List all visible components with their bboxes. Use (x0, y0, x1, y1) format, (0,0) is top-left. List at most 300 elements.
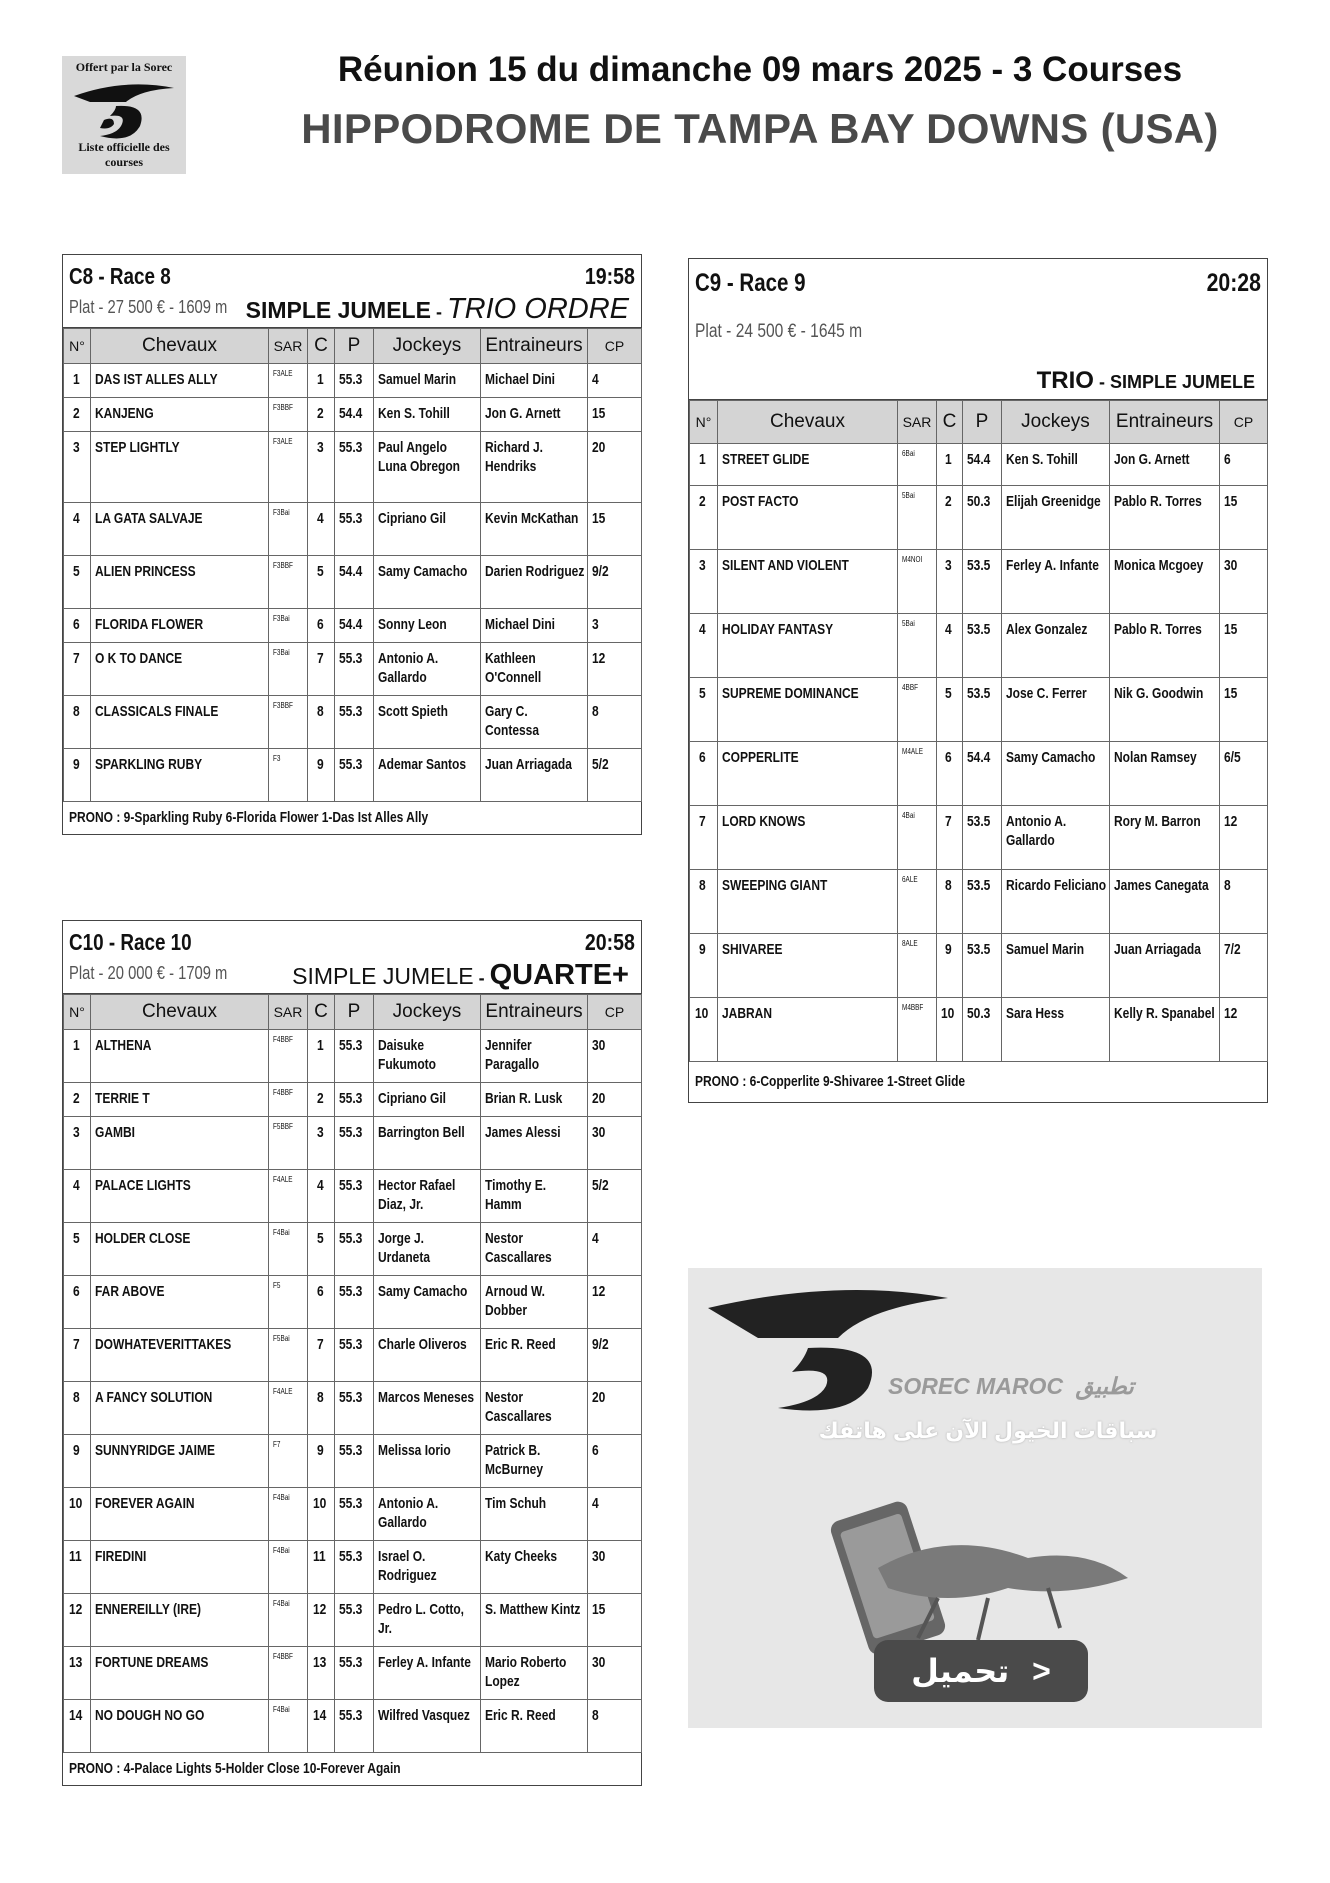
runner-number (64, 1117, 91, 1170)
runner-number-text: 6 (699, 749, 707, 766)
runner-horse (91, 1117, 269, 1170)
runner-jockey (374, 1223, 481, 1276)
bet-type-b: TRIO ORDRE (446, 293, 629, 325)
runner-jockey-text: Cipriano Gil (378, 510, 447, 527)
runner-cp (588, 503, 642, 556)
race-code: C9 - Race 9 (695, 269, 806, 297)
runner-number (64, 1223, 91, 1276)
runner-row (64, 1541, 642, 1594)
runner-trainer (1110, 444, 1220, 486)
runner-number-text: 7 (72, 650, 80, 667)
runner-horse (91, 1276, 269, 1329)
runner-row (690, 486, 1268, 550)
sorec-app-ad[interactable] (688, 1268, 1262, 1728)
runner-horse-text: HOLIDAY FANTASY (722, 621, 834, 638)
runner-row (64, 1030, 642, 1083)
bet-type-a: SIMPLE JUMELE (292, 963, 474, 989)
runner-c (308, 1276, 335, 1329)
meeting-title: Réunion 15 du dimanche 09 mars 2025 - 3 Courses (337, 50, 1183, 89)
runner-trainer (1110, 934, 1220, 998)
runner-jockey-text: Ferley A. Infante (378, 1654, 471, 1671)
runner-cp (588, 1117, 642, 1170)
runner-number (64, 643, 91, 696)
runner-jockey-text: Antonio A. Gallardo (378, 1495, 439, 1531)
runner-cp-text: 12 (592, 1283, 606, 1300)
runner-cp-text: 15 (1224, 621, 1238, 638)
runner-sar (269, 503, 308, 556)
runner-horse (91, 609, 269, 643)
runner-c-text: 4 (316, 1177, 324, 1194)
prono (63, 802, 641, 834)
runner-row (64, 1276, 642, 1329)
runner-trainer-text: Nik G. Goodwin (1114, 685, 1204, 702)
runner-trainer-text: Juan Arriagada (485, 756, 572, 773)
runner-horse (91, 1647, 269, 1700)
runner-c (308, 1223, 335, 1276)
runner-c (308, 503, 335, 556)
runner-row (64, 398, 642, 432)
runner-weight-text: 53.5 (967, 813, 991, 830)
runner-trainer-text: Michael Dini (485, 371, 556, 388)
runner-horse-text: ALTHENA (95, 1037, 152, 1054)
race-card-c9 (688, 258, 1268, 1103)
race-header (63, 255, 641, 328)
runner-row (690, 934, 1268, 998)
runner-c-text: 9 (316, 756, 324, 773)
table-header-row (690, 401, 1268, 444)
col-sar: SAR (269, 329, 308, 364)
prono (689, 1062, 1267, 1102)
runner-sar-text: M4ALE (902, 747, 923, 756)
runner-number-text: 3 (72, 439, 80, 456)
runner-weight-text: 50.3 (967, 493, 991, 510)
runner-c-text: 13 (312, 1654, 327, 1671)
runner-trainer-text: Darien Rodriguez (485, 563, 585, 580)
runner-sar-text: F3ALE (273, 369, 293, 378)
runner-weight-text: 55.3 (339, 1037, 363, 1054)
runner-c-text: 2 (316, 405, 324, 422)
runner-horse (91, 1594, 269, 1647)
runner-horse-text: ALIEN PRINCESS (95, 563, 196, 580)
col-jockey: Jockeys (374, 329, 481, 364)
runner-weight-text: 55.3 (339, 1177, 363, 1194)
runner-c-text: 4 (316, 510, 324, 527)
runner-trainer-text: Timothy E. Hamm (485, 1177, 547, 1213)
runner-cp (1220, 614, 1268, 678)
runner-cp-text: 30 (592, 1654, 606, 1671)
runner-sar (269, 1435, 308, 1488)
runner-c (308, 1435, 335, 1488)
runner-number (64, 1700, 91, 1753)
runner-trainer (1110, 486, 1220, 550)
runner-weight-text: 50.3 (967, 1005, 991, 1022)
runner-row (64, 1329, 642, 1382)
runner-trainer (481, 1488, 588, 1541)
runner-jockey-text: Paul Angelo Luna Obregon (378, 439, 460, 475)
runner-jockey-text: Pedro L. Cotto, Jr. (378, 1601, 464, 1637)
col-trainer: Entraineurs (481, 995, 588, 1030)
runner-row (64, 1594, 642, 1647)
runner-horse (91, 1030, 269, 1083)
runner-horse (91, 1541, 269, 1594)
runner-trainer (481, 1382, 588, 1435)
prono-text: PRONO : 9-Sparkling Ruby 6-Florida Flower 1-Das Ist Alles Ally (69, 809, 429, 826)
runner-number (64, 432, 91, 503)
runner-weight (963, 870, 1002, 934)
runner-number (64, 1488, 91, 1541)
col-trainer: Entraineurs (1110, 401, 1220, 444)
runner-weight (335, 1435, 374, 1488)
runner-horse (91, 503, 269, 556)
runner-weight (963, 678, 1002, 742)
runner-jockey-text: Jose C. Ferrer (1006, 685, 1087, 702)
runner-horse-text: JABRAN (722, 1005, 773, 1022)
runner-number-text: 1 (699, 451, 707, 468)
runner-c-text: 9 (945, 941, 953, 958)
runner-horse (718, 486, 898, 550)
runner-jockey (374, 1541, 481, 1594)
race-code: C10 - Race 10 (69, 929, 192, 955)
runner-number-text: 4 (72, 510, 80, 527)
runner-cp (588, 1276, 642, 1329)
logo-top-text: Offert par la Sorec (75, 60, 173, 74)
race-time: 20:28 (1206, 269, 1261, 297)
runner-trainer-text: Richard J. Hendriks (485, 439, 544, 475)
runner-row (64, 432, 642, 503)
runner-row (64, 1382, 642, 1435)
runner-cp-text: 30 (592, 1037, 606, 1054)
runner-number-text: 7 (72, 1336, 80, 1353)
col-horse: Chevaux (718, 401, 898, 444)
runner-sar (898, 806, 937, 870)
runner-horse (91, 1382, 269, 1435)
col-sar: SAR (898, 401, 937, 444)
bet-types (1037, 367, 1255, 395)
runner-weight-text: 55.3 (339, 1124, 363, 1141)
runner-c (308, 609, 335, 643)
runner-cp (588, 1488, 642, 1541)
runner-number-text: 13 (68, 1654, 83, 1671)
runner-weight-text: 55.3 (339, 1601, 363, 1618)
runner-sar (269, 432, 308, 503)
runner-number-text: 6 (72, 1283, 80, 1300)
runner-cp-text: 30 (592, 1124, 606, 1141)
runner-cp-text: 6 (592, 1442, 599, 1459)
runner-c (937, 934, 963, 998)
runner-c (937, 550, 963, 614)
ad-brand-text: SOREC MAROC (888, 1373, 1064, 1399)
runner-horse-text: CLASSICALS FINALE (95, 703, 219, 720)
runner-number (64, 1170, 91, 1223)
prono-text: PRONO : 6-Copperlite 9-Shivaree 1-Street Glide (695, 1073, 966, 1090)
runner-trainer (481, 1541, 588, 1594)
runner-number-text: 3 (72, 1124, 80, 1141)
runner-cp (588, 556, 642, 609)
runner-horse-text: FAR ABOVE (95, 1283, 165, 1300)
runner-number-text: 10 (68, 1495, 83, 1512)
runner-trainer-text: Jon G. Arnett (485, 405, 561, 422)
runner-sar-text: 5Bai (902, 491, 915, 500)
runner-trainer (1110, 806, 1220, 870)
runner-sar (269, 1541, 308, 1594)
runner-c-text: 7 (945, 813, 953, 830)
race-code: C8 - Race 8 (69, 263, 171, 289)
runner-sar (269, 643, 308, 696)
runner-sar (269, 1647, 308, 1700)
runner-sar-text: 8ALE (902, 939, 918, 948)
runner-c (937, 998, 963, 1062)
runner-c-text: 8 (316, 1389, 324, 1406)
runner-sar (269, 609, 308, 643)
runner-jockey (374, 1594, 481, 1647)
runner-jockey-text: Samy Camacho (378, 563, 468, 580)
runner-jockey-text: Sonny Leon (378, 616, 447, 633)
runner-jockey (374, 609, 481, 643)
runner-jockey-text: Scott Spieth (378, 703, 449, 720)
runner-cp (1220, 998, 1268, 1062)
runner-weight-text: 55.3 (339, 1548, 363, 1565)
runner-sar (269, 1382, 308, 1435)
runner-c (308, 556, 335, 609)
runner-c-text: 3 (316, 439, 324, 456)
runner-sar-text: F4BBF (273, 1035, 293, 1044)
runner-sar-text: 4Bai (902, 811, 915, 820)
runner-cp-text: 8 (592, 1707, 599, 1724)
runner-sar (269, 749, 308, 802)
runner-horse (91, 1435, 269, 1488)
runner-c (308, 432, 335, 503)
runner-row (690, 550, 1268, 614)
runner-weight (335, 1541, 374, 1594)
runner-c (308, 1594, 335, 1647)
runner-trainer-text: Nestor Cascallares (485, 1389, 552, 1425)
runner-weight-text: 53.5 (967, 557, 991, 574)
runner-jockey-text: Alex Gonzalez (1006, 621, 1088, 638)
runner-weight (335, 1329, 374, 1382)
runner-c (308, 1488, 335, 1541)
runner-cp (1220, 934, 1268, 998)
runner-horse (718, 550, 898, 614)
ad-app-word: تطبيق (1075, 1373, 1134, 1399)
runner-weight-text: 54.4 (967, 451, 991, 468)
runner-number (64, 503, 91, 556)
runner-cp (588, 1170, 642, 1223)
runner-c-text: 5 (945, 685, 953, 702)
runner-number (690, 998, 718, 1062)
runner-jockey-text: Israel O. Rodriguez (378, 1548, 437, 1584)
runner-weight (335, 1647, 374, 1700)
runner-jockey (1002, 614, 1110, 678)
runner-weight-text: 55.3 (339, 1283, 363, 1300)
runner-horse-text: SHIVAREE (722, 941, 783, 958)
runner-weight (335, 1594, 374, 1647)
runner-number (64, 1276, 91, 1329)
runner-trainer (481, 1594, 588, 1647)
runner-cp (588, 1030, 642, 1083)
runner-trainer (481, 1276, 588, 1329)
runner-number-text: 10 (695, 1005, 709, 1022)
runner-horse (718, 742, 898, 806)
runner-horse-text: ENNEREILLY (IRE) (95, 1601, 202, 1618)
runner-number-text: 2 (72, 1090, 80, 1107)
runner-horse (718, 614, 898, 678)
ad-subtitle: سباقات الخيول الآن على هاتفك (818, 1418, 1158, 1443)
runner-c-text: 12 (312, 1601, 327, 1618)
runner-jockey-text: Daisuke Fukumoto (378, 1037, 436, 1073)
col-c: C (308, 995, 335, 1030)
runner-number-text: 9 (699, 941, 707, 958)
sorec-logo (62, 56, 186, 174)
runner-sar-text: F3BBF (273, 701, 293, 710)
runner-sar (269, 1329, 308, 1382)
runner-weight (335, 1170, 374, 1223)
runner-number-text: 11 (69, 1548, 82, 1565)
runner-horse-text: TERRIE T (95, 1090, 150, 1107)
runners-table (63, 328, 642, 802)
runner-horse (91, 696, 269, 749)
runner-sar-text: F5Bai (273, 1334, 290, 1343)
runner-jockey-text: Antonio A. Gallardo (378, 650, 439, 686)
runner-jockey-text: Samuel Marin (1006, 941, 1085, 958)
runner-sar (898, 678, 937, 742)
runner-trainer (481, 1700, 588, 1753)
runner-c-text: 6 (945, 749, 953, 766)
bet-type-b: SIMPLE JUMELE (1109, 372, 1255, 392)
runner-weight-text: 54.4 (339, 563, 363, 580)
runner-weight-text: 55.3 (339, 1336, 363, 1353)
runner-weight (963, 550, 1002, 614)
runner-weight-text: 53.5 (967, 685, 991, 702)
runner-sar (269, 1488, 308, 1541)
runner-horse-text: FLORIDA FLOWER (95, 616, 204, 633)
runner-weight-text: 54.4 (339, 405, 363, 422)
runner-weight (335, 398, 374, 432)
runner-row (64, 643, 642, 696)
runner-c-text: 11 (313, 1548, 326, 1565)
runner-cp (1220, 678, 1268, 742)
runner-row (64, 364, 642, 398)
ad-brand (888, 1373, 1134, 1400)
runner-row (64, 503, 642, 556)
runner-row (64, 1170, 642, 1223)
runner-cp (588, 398, 642, 432)
runner-sar-text: F4Bai (273, 1493, 290, 1502)
runner-sar-text: F3Bai (273, 508, 290, 517)
bet-separator: - (1093, 372, 1110, 392)
race-header (689, 259, 1267, 400)
runner-cp (1220, 486, 1268, 550)
col-cp: CP (588, 329, 642, 364)
runner-sar-text: F5 (273, 1281, 281, 1290)
horseshoe-logo-icon (708, 1290, 948, 1338)
runner-sar-text: F4Bai (273, 1228, 290, 1237)
runner-weight (963, 806, 1002, 870)
runner-cp-text: 20 (592, 1090, 606, 1107)
runner-c-text: 1 (316, 371, 324, 388)
runner-c (308, 1329, 335, 1382)
runner-cp-text: 5/2 (592, 756, 609, 773)
runner-jockey (374, 503, 481, 556)
runner-weight-text: 55.3 (339, 1230, 363, 1247)
runner-cp (588, 364, 642, 398)
runner-cp-text: 30 (592, 1548, 606, 1565)
download-button[interactable] (874, 1640, 1088, 1702)
runner-c (308, 1647, 335, 1700)
runner-number-text: 12 (68, 1601, 83, 1618)
runner-c-text: 5 (316, 1230, 324, 1247)
runner-jockey (374, 1488, 481, 1541)
col-cp: CP (588, 995, 642, 1030)
runner-number (64, 1435, 91, 1488)
runner-jockey-text: Sara Hess (1006, 1005, 1065, 1022)
runner-jockey (374, 643, 481, 696)
runners-table (689, 400, 1268, 1062)
runner-trainer (481, 643, 588, 696)
runner-number (64, 609, 91, 643)
runner-jockey (374, 1435, 481, 1488)
runner-trainer-text: Arnoud W. Dobber (485, 1283, 545, 1319)
runner-horse (91, 1329, 269, 1382)
runner-c (308, 1083, 335, 1117)
download-label: تحميل (911, 1653, 1010, 1689)
runner-trainer-text: Juan Arriagada (1114, 941, 1201, 958)
runner-trainer-text: Jon G. Arnett (1114, 451, 1190, 468)
runner-row (64, 1117, 642, 1170)
runner-trainer-text: Brian R. Lusk (485, 1090, 563, 1107)
runner-row (64, 1083, 642, 1117)
runner-row (690, 678, 1268, 742)
runner-cp-text: 8 (592, 703, 599, 720)
runner-number-text: 8 (72, 1389, 80, 1406)
runner-weight-text: 54.4 (967, 749, 991, 766)
runner-trainer (481, 609, 588, 643)
runner-trainer-text: Rory M. Barron (1114, 813, 1201, 830)
runner-sar (269, 1170, 308, 1223)
runner-row (64, 696, 642, 749)
runner-horse-text: LORD KNOWS (722, 813, 806, 830)
runner-sar-text: 6Bai (902, 449, 915, 458)
runner-jockey-text: Barrington Bell (378, 1124, 465, 1141)
runner-c-text: 7 (316, 650, 324, 667)
bet-type-a: SIMPLE JUMELE (245, 297, 431, 323)
runner-trainer (481, 503, 588, 556)
runner-cp-text: 15 (1224, 493, 1238, 510)
runner-weight (963, 614, 1002, 678)
runner-horse-text: FOREVER AGAIN (95, 1495, 195, 1512)
col-cp: CP (1220, 401, 1268, 444)
runner-jockey (374, 1647, 481, 1700)
runner-weight (335, 609, 374, 643)
runner-c-text: 7 (316, 1336, 324, 1353)
runner-number (64, 1329, 91, 1382)
runner-cp (588, 1594, 642, 1647)
runner-trainer (481, 398, 588, 432)
runner-horse-text: STREET GLIDE (722, 451, 810, 468)
runner-jockey-text: Charle Oliveros (378, 1336, 467, 1353)
runner-trainer (1110, 614, 1220, 678)
runner-horse-text: SUPREME DOMINANCE (722, 685, 859, 702)
runner-weight (335, 1488, 374, 1541)
runner-number (64, 696, 91, 749)
runner-row (64, 749, 642, 802)
runner-sar (269, 1276, 308, 1329)
runner-sar-text: F4Bai (273, 1599, 290, 1608)
runner-cp-text: 4 (592, 1230, 599, 1247)
runner-c (308, 1030, 335, 1083)
runner-horse-text: A FANCY SOLUTION (95, 1389, 213, 1406)
runner-number-text: 5 (72, 563, 80, 580)
runner-jockey (374, 1382, 481, 1435)
